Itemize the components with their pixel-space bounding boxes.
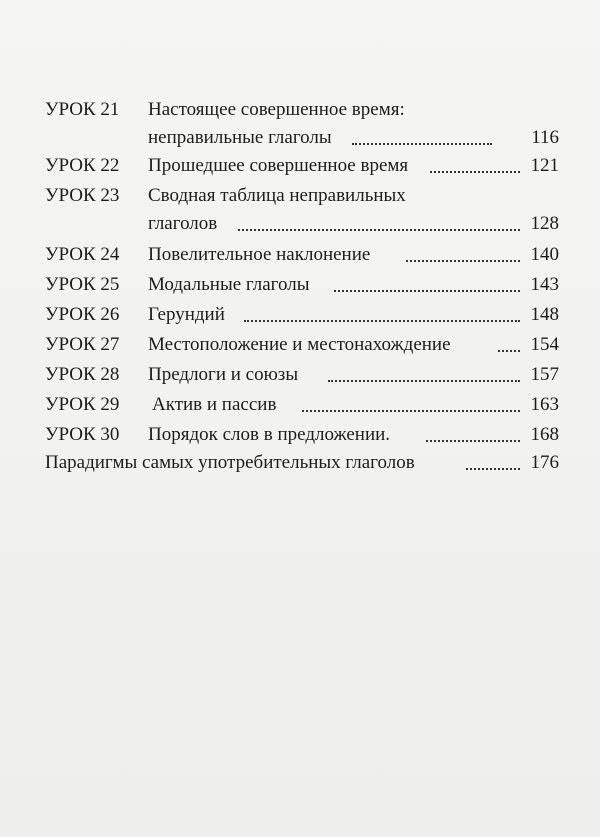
lesson-number: УРОК 22 [45, 155, 120, 176]
dot-leader [328, 380, 520, 382]
page-number: 154 [530, 334, 559, 355]
toc-entry-lesson-24 [0, 241, 600, 269]
page-number: 140 [530, 244, 559, 265]
lesson-number: УРОК 27 [45, 334, 120, 355]
dot-leader [426, 440, 520, 442]
dot-leader [244, 320, 520, 322]
toc-entry-lesson-27 [0, 331, 600, 359]
lesson-title: Модальные глаголы [148, 274, 310, 295]
lesson-number: УРОК 25 [45, 274, 120, 295]
toc-entry-lesson-21-continued [0, 124, 600, 152]
lesson-number: УРОК 21 [45, 99, 120, 120]
page-number: 121 [530, 155, 559, 176]
lesson-title: Повелительное наклонение [148, 244, 371, 265]
toc-entry-lesson-26 [0, 301, 600, 329]
lesson-title: Прошедшее совершенное время [148, 155, 409, 176]
toc-entry-lesson-23-continued [0, 210, 600, 238]
toc-entry-lesson-21 [0, 96, 600, 124]
lesson-number: УРОК 30 [45, 424, 120, 445]
lesson-title: Порядок слов в предложении. [148, 424, 391, 445]
dot-leader [238, 229, 520, 231]
lesson-number: УРОК 23 [45, 185, 120, 206]
page-number: 157 [530, 364, 559, 385]
dot-leader [430, 171, 520, 173]
toc-entry-lesson-29 [0, 391, 600, 419]
lesson-number: УРОК 26 [45, 304, 120, 325]
page-number: 176 [530, 452, 559, 473]
lesson-title-continued: неправильные глаголы [148, 127, 332, 148]
lesson-title: Предлоги и союзы [148, 364, 299, 385]
toc-entry-paradigms [0, 449, 600, 477]
lesson-number: УРОК 28 [45, 364, 120, 385]
page-number: 116 [531, 127, 559, 148]
lesson-title: Актив и пассив [152, 394, 277, 415]
section-title: Парадигмы самых употребительных глаголов [45, 452, 415, 473]
lesson-title-continued: глаголов [148, 213, 218, 234]
page-number: 168 [530, 424, 559, 445]
toc-entry-lesson-23 [0, 182, 600, 210]
dot-leader [352, 143, 492, 145]
page-number: 148 [530, 304, 559, 325]
page-number: 163 [530, 394, 559, 415]
lesson-title: Сводная таблица неправильных [148, 185, 406, 206]
dot-leader [498, 350, 520, 352]
toc-entry-lesson-22 [0, 152, 600, 180]
lesson-title: Настоящее совершенное время: [148, 99, 405, 120]
lesson-number: УРОК 29 [45, 394, 120, 415]
toc-entry-lesson-25 [0, 271, 600, 299]
dot-leader [406, 260, 520, 262]
page-number: 128 [530, 213, 559, 234]
dot-leader [302, 410, 520, 412]
toc-entry-lesson-28 [0, 361, 600, 389]
lesson-title: Местоположение и местонахождение [148, 334, 451, 355]
page-number: 143 [530, 274, 559, 295]
dot-leader [466, 468, 520, 470]
lesson-title: Герундий [148, 304, 225, 325]
dot-leader [334, 290, 520, 292]
lesson-number: УРОК 24 [45, 244, 120, 265]
toc-entry-lesson-30 [0, 421, 600, 449]
